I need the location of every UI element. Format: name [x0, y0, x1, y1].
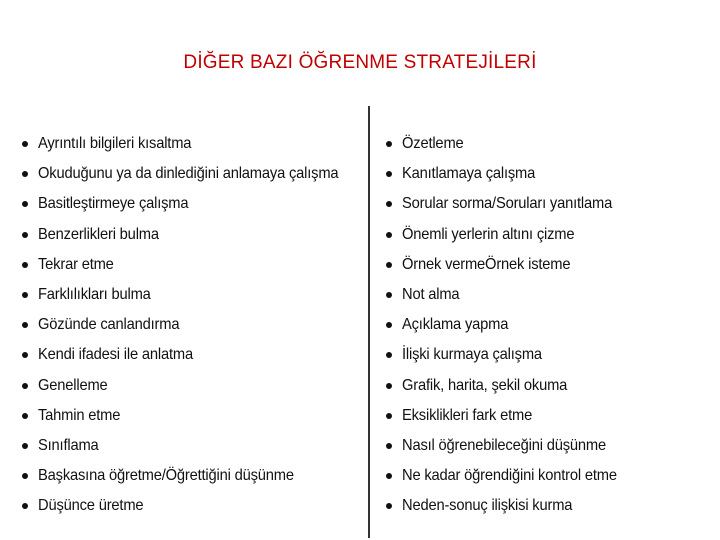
- bullet-icon: [386, 473, 392, 479]
- list-item-label: Benzerlikleri bulma: [38, 225, 159, 243]
- list-item-label: Açıklama yapma: [402, 316, 509, 334]
- list-item-label: Grafik, harita, şekil okuma: [402, 376, 568, 394]
- bullet-icon: [22, 171, 28, 177]
- list-item-label: Not alma: [402, 286, 460, 304]
- list-item: [22, 340, 365, 370]
- list-item-label: Gözünde canlandırma: [38, 316, 180, 334]
- list-item-label: Nasıl öğrenebileceğini düşünme: [402, 436, 606, 454]
- list-item-label: Tahmin etme: [38, 406, 121, 424]
- bullet-icon: [22, 473, 28, 479]
- list-item-label: Başkasına öğretme/Öğrettiğini düşünme: [38, 467, 294, 485]
- list-item-label: Önemli yerlerin altını çizme: [402, 225, 575, 243]
- bullet-icon: [22, 322, 28, 328]
- list-item-label: Özetleme: [402, 135, 464, 153]
- list-item-label: Sınıflama: [38, 436, 99, 454]
- list-item: [22, 461, 365, 491]
- bullet-icon: [386, 141, 392, 147]
- list-item-label: Ayrıntılı bilgileri kısaltma: [38, 135, 192, 153]
- bullet-icon: [386, 322, 392, 328]
- bullet-icon: [22, 201, 28, 207]
- bullet-icon: [386, 262, 392, 268]
- bullet-icon: [22, 352, 28, 358]
- list-item-label: Neden-sonuç ilişkisi kurma: [402, 497, 573, 515]
- list-item: [22, 129, 365, 159]
- bullet-icon: [386, 201, 392, 207]
- list-item-label: Basitleştirmeye çalışma: [38, 195, 189, 213]
- list-item: [22, 401, 365, 431]
- list-item: [22, 310, 365, 340]
- list-item: [386, 310, 636, 340]
- list-item: [386, 220, 636, 250]
- list-item-label: Farklılıkları bulma: [38, 286, 151, 304]
- list-item-label: Düşünce üretme: [38, 497, 144, 515]
- right-strategy-list: [386, 129, 636, 521]
- list-item: [22, 220, 365, 250]
- list-item-label: Genelleme: [38, 376, 108, 394]
- list-item: [386, 461, 636, 491]
- list-item: [22, 159, 365, 189]
- bullet-icon: [22, 413, 28, 419]
- list-item: [386, 401, 636, 431]
- bullet-icon: [386, 232, 392, 238]
- list-item: [22, 431, 365, 461]
- bullet-icon: [386, 503, 392, 509]
- list-item: [22, 250, 365, 280]
- list-item: [22, 280, 365, 310]
- column-divider: [368, 106, 370, 538]
- list-item-label: İlişki kurmaya çalışma: [402, 346, 542, 364]
- bullet-icon: [386, 413, 392, 419]
- list-item: [386, 159, 636, 189]
- list-item-label: Eksiklikleri fark etme: [402, 406, 533, 424]
- list-item: [386, 189, 636, 219]
- slide-title: DİĞER BAZI ÖĞRENME STRATEJİLERİ: [183, 52, 537, 73]
- list-item-label: Örnek vermeÖrnek isteme: [402, 255, 571, 273]
- list-item: [22, 491, 365, 521]
- list-item: [386, 250, 636, 280]
- list-item: [22, 371, 365, 401]
- list-item: [386, 491, 636, 521]
- list-item-label: Ne kadar öğrendiğini kontrol etme: [402, 467, 617, 485]
- list-item: [386, 371, 636, 401]
- bullet-icon: [22, 503, 28, 509]
- bullet-icon: [22, 262, 28, 268]
- list-item-label: Sorular sorma/Soruları yanıtlama: [402, 195, 613, 213]
- list-item: [22, 189, 365, 219]
- left-strategy-list: [22, 129, 365, 521]
- bullet-icon: [386, 352, 392, 358]
- bullet-icon: [22, 292, 28, 298]
- list-item: [386, 431, 636, 461]
- list-item-label: Kanıtlamaya çalışma: [402, 165, 536, 183]
- list-item: [386, 129, 636, 159]
- list-item: [386, 280, 636, 310]
- scanned-strategy-list: [14, 106, 638, 538]
- list-item-label: Kendi ifadesi ile anlatma: [38, 346, 193, 364]
- bullet-icon: [22, 443, 28, 449]
- bullet-icon: [22, 383, 28, 389]
- bullet-icon: [386, 443, 392, 449]
- bullet-icon: [386, 171, 392, 177]
- bullet-icon: [386, 292, 392, 298]
- bullet-icon: [22, 232, 28, 238]
- list-item-label: Okuduğunu ya da dinlediğini anlamaya çalışma: [38, 165, 339, 183]
- bullet-icon: [22, 141, 28, 147]
- list-item-label: Tekrar etme: [38, 255, 114, 273]
- bullet-icon: [386, 383, 392, 389]
- list-item: [386, 340, 636, 370]
